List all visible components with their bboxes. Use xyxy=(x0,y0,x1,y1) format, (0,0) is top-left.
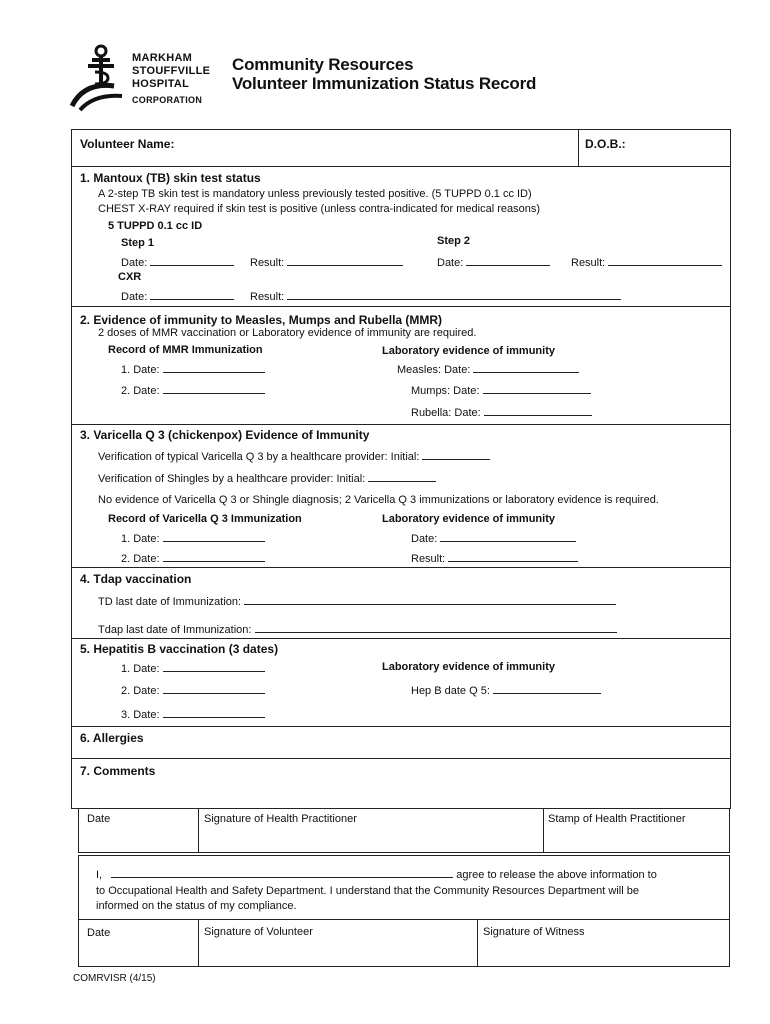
shingles-verify-label: Verification of Shingles by a healthcare provider: Initial: xyxy=(98,473,366,485)
varicella-date1-field[interactable] xyxy=(163,530,265,542)
tuppd-label: 5 TUPPD 0.1 cc ID xyxy=(108,220,203,232)
td-row xyxy=(98,593,616,608)
td-date-field[interactable] xyxy=(244,593,616,605)
step-2-label: Step 2 xyxy=(437,235,471,247)
hepb-q5-label: Hep B date Q 5: xyxy=(411,685,490,697)
mmr-date2-row xyxy=(121,382,265,397)
varicella-lab-date-row xyxy=(411,530,576,545)
rubella-row xyxy=(411,404,592,419)
consent-line-1 xyxy=(96,866,657,881)
consent-name-field[interactable] xyxy=(111,866,453,878)
step2-date-field[interactable] xyxy=(466,254,550,266)
logo-line-2: STOUFFVILLE xyxy=(132,65,211,77)
divider xyxy=(71,567,731,568)
section-2-heading: 2. Evidence of immunity to Measles, Mumps and Rubella (MMR) xyxy=(80,313,443,327)
mmr-date1-label: 1. Date: xyxy=(121,364,160,376)
step2-date-label: Date: xyxy=(437,257,464,269)
section-5-heading: 5. Hepatitis B vaccination (3 dates) xyxy=(80,642,279,656)
cxr-result-label: Result: xyxy=(250,291,285,303)
varicella-requirement-text: No evidence of Varicella Q 3 or Shingle diagnosis; 2 Varicella Q 3 immunizations or laboratory evidence is required. xyxy=(98,494,659,506)
hepb-date1-field[interactable] xyxy=(163,660,265,672)
step1-date-field[interactable] xyxy=(150,254,234,266)
measles-label: Measles: Date: xyxy=(397,364,471,376)
varicella-initial-field[interactable] xyxy=(422,448,490,460)
varicella-result-label: Result: xyxy=(411,553,446,565)
measles-date-field[interactable] xyxy=(473,361,579,373)
varicella-verify-label: Verification of typical Varicella Q 3 by a healthcare provider: Initial: xyxy=(98,451,420,463)
cxr-date-field[interactable] xyxy=(150,288,234,300)
shingles-initial-field[interactable] xyxy=(368,470,436,482)
mmr-date2-label: 2. Date: xyxy=(121,385,160,397)
section-4-heading: 4. Tdap vaccination xyxy=(80,572,192,586)
dob-field[interactable] xyxy=(630,136,725,156)
section-2-text: 2 doses of MMR vaccination or Laboratory evidence of immunity are required. xyxy=(98,327,477,339)
step2-date-row xyxy=(437,254,550,269)
form-title-2: Volunteer Immunization Status Record xyxy=(232,74,537,93)
tdap-label: Tdap last date of Immunization: xyxy=(98,624,252,636)
td-label: TD last date of Immunization: xyxy=(98,596,242,608)
hospital-logo xyxy=(70,44,211,116)
varicella-date1-row xyxy=(121,530,265,545)
hepb-date3-field[interactable] xyxy=(163,706,265,718)
hepb-date1-label: 1. Date: xyxy=(121,663,160,675)
rubella-date-field[interactable] xyxy=(484,404,592,416)
consent-sig-divider xyxy=(78,919,730,920)
varicella-result-row xyxy=(411,550,578,565)
varicella-lab-date-field[interactable] xyxy=(440,530,576,542)
section-3-heading: 3. Varicella Q 3 (chickenpox) Evidence of Immunity xyxy=(80,428,370,442)
divider xyxy=(71,758,731,759)
volunteer-name-field[interactable] xyxy=(210,136,570,156)
comments-field[interactable] xyxy=(200,762,720,804)
mmr-date2-field[interactable] xyxy=(163,382,265,394)
step1-result-label: Result: xyxy=(250,257,285,269)
varicella-lab-date-label: Date: xyxy=(411,533,438,545)
varicella-date1-label: 1. Date: xyxy=(121,533,160,545)
step1-date-label: Date: xyxy=(121,257,148,269)
hepb-date2-row xyxy=(121,682,265,697)
logo-line-3: HOSPITAL xyxy=(132,78,190,90)
cxr-date-label: Date: xyxy=(121,291,148,303)
section-6-heading: 6. Allergies xyxy=(80,731,144,745)
consent-date-field[interactable] xyxy=(82,942,194,964)
divider xyxy=(71,638,731,639)
volunteer-signature-label: Signature of Volunteer xyxy=(204,926,313,938)
mmr-date1-field[interactable] xyxy=(163,361,265,373)
consent-i-label: I, xyxy=(96,869,103,881)
practitioner-signature-field[interactable] xyxy=(202,828,540,850)
shingles-verify-row xyxy=(98,470,436,485)
cxr-result-field[interactable] xyxy=(287,288,621,300)
divider xyxy=(71,726,731,727)
step1-date-row xyxy=(121,254,234,269)
witness-signature-field[interactable] xyxy=(481,942,727,964)
volunteer-name-label: Volunteer Name: xyxy=(80,137,175,151)
divider xyxy=(71,306,731,307)
varicella-record-label: Record of Varicella Q 3 Immunization xyxy=(108,513,302,525)
practitioner-stamp-label: Stamp of Health Practitioner xyxy=(548,813,686,825)
step2-result-label: Result: xyxy=(571,257,606,269)
consent-line-3: informed on the status of my compliance. xyxy=(96,900,297,912)
hepb-q5-row xyxy=(411,682,601,697)
logo-line-4: CORPORATION xyxy=(132,95,203,105)
varicella-date2-field[interactable] xyxy=(163,550,265,562)
consent-divider-2 xyxy=(477,919,478,967)
section-1-heading: 1. Mantoux (TB) skin test status xyxy=(80,171,261,185)
consent-date-label: Date xyxy=(87,927,111,939)
form-code: COMRVISR (4/15) xyxy=(73,973,156,984)
measles-row xyxy=(397,361,579,376)
mmr-lab-label: Laboratory evidence of immunity xyxy=(382,345,555,357)
hepb-date3-label: 3. Date: xyxy=(121,709,160,721)
varicella-verify-row xyxy=(98,448,490,463)
step2-result-row xyxy=(571,254,722,269)
mmr-date1-row xyxy=(121,361,265,376)
volunteer-signature-field[interactable] xyxy=(202,942,474,964)
hepb-date2-field[interactable] xyxy=(163,682,265,694)
section-7-heading: 7. Comments xyxy=(80,764,156,778)
consent-agree-text: agree to release the above information to xyxy=(456,869,657,881)
hospital-logo-mark-icon xyxy=(70,44,132,114)
varicella-date2-label: 2. Date: xyxy=(121,553,160,565)
hepb-q5-field[interactable] xyxy=(493,682,601,694)
hepb-date1-row xyxy=(121,660,265,675)
cxr-date-row xyxy=(121,288,234,303)
hepb-date2-label: 2. Date: xyxy=(121,685,160,697)
mumps-date-field[interactable] xyxy=(483,382,591,394)
hepb-lab-label: Laboratory evidence of immunity xyxy=(382,661,555,673)
step2-result-field[interactable] xyxy=(608,254,722,266)
sig1-divider-1 xyxy=(198,809,199,853)
divider xyxy=(71,166,731,167)
dob-divider xyxy=(578,129,579,166)
consent-line-2: to Occupational Health and Safety Department. I understand that the Community Resources Department will be xyxy=(96,885,639,897)
practitioner-signature-label: Signature of Health Practitioner xyxy=(204,813,357,825)
tdap-date-field[interactable] xyxy=(255,621,617,633)
varicella-date2-row xyxy=(121,550,265,565)
rubella-label: Rubella: Date: xyxy=(411,407,481,419)
cxr-label: CXR xyxy=(118,271,142,283)
logo-line-1: MARKHAM xyxy=(132,52,193,64)
form-title-1: Community Resources xyxy=(232,55,414,74)
step1-result-field[interactable] xyxy=(287,254,403,266)
consent-divider-1 xyxy=(198,919,199,967)
tdap-row xyxy=(98,621,617,636)
sig1-date-label: Date xyxy=(87,813,111,825)
section-1-text-2: CHEST X-RAY required if skin test is positive (unless contra-indicated for medical reasons) xyxy=(98,203,541,215)
sig1-divider-2 xyxy=(543,809,544,853)
cxr-result-row xyxy=(250,288,621,303)
step1-result-row xyxy=(250,254,403,269)
mumps-label: Mumps: Date: xyxy=(411,385,480,397)
allergies-field[interactable] xyxy=(200,730,720,754)
varicella-lab-label: Laboratory evidence of immunity xyxy=(382,513,555,525)
mmr-record-label: Record of MMR Immunization xyxy=(108,344,263,356)
section-1-text-1: A 2-step TB skin test is mandatory unless previously tested positive. (5 TUPPD 0.1 cc ID) xyxy=(98,188,532,200)
varicella-result-field[interactable] xyxy=(448,550,578,562)
sig1-date-field[interactable] xyxy=(82,828,194,850)
dob-label: D.O.B.: xyxy=(585,137,626,151)
mumps-row xyxy=(411,382,591,397)
divider xyxy=(71,424,731,425)
hepb-date3-row xyxy=(121,706,265,721)
step-1-label: Step 1 xyxy=(121,237,155,249)
witness-signature-label: Signature of Witness xyxy=(483,926,585,938)
